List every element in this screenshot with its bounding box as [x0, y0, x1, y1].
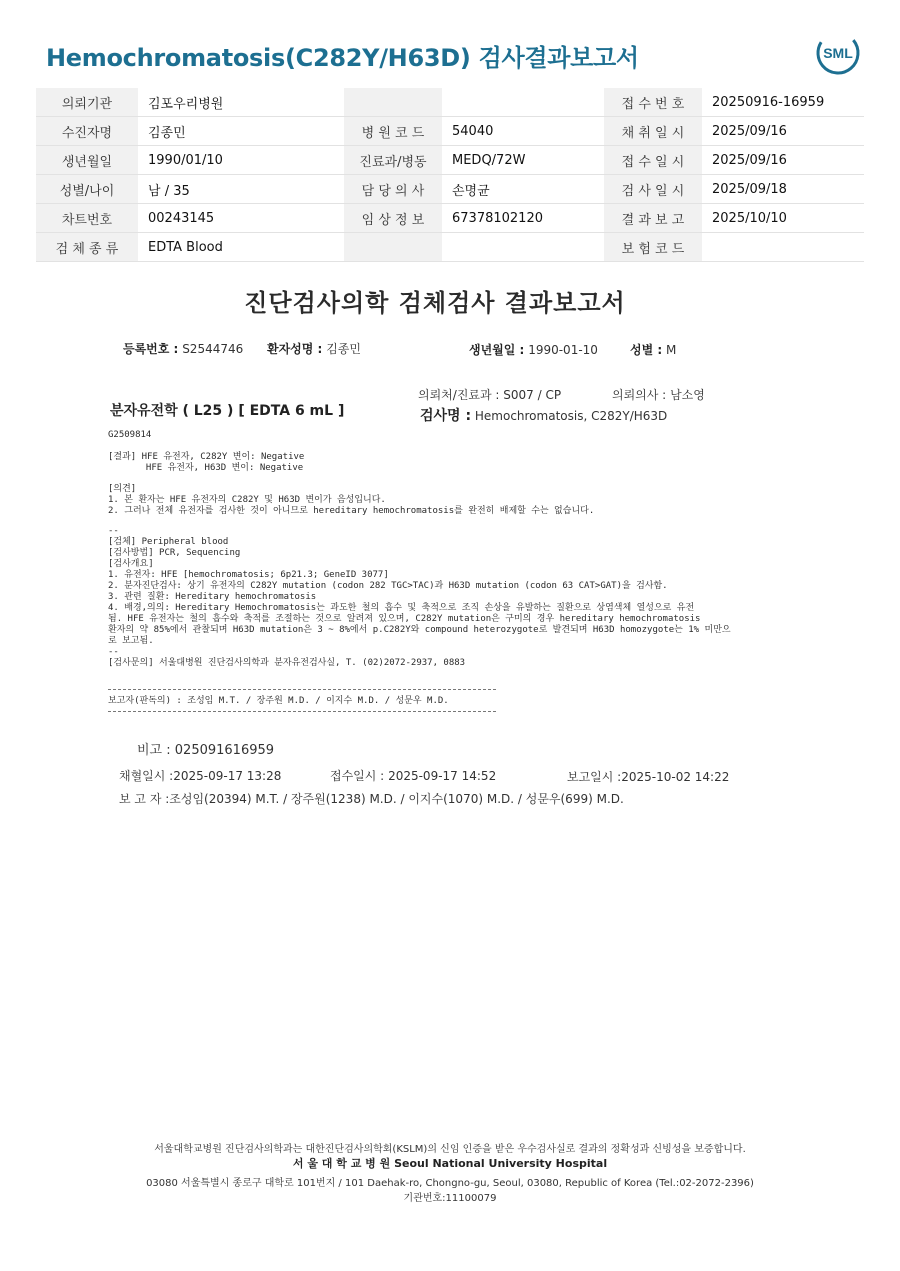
info-value: 67378102120: [442, 204, 604, 233]
sex-value: M: [666, 343, 677, 357]
info-row: [36, 175, 864, 204]
sex-label: 성별 :: [630, 343, 663, 357]
info-label: [344, 88, 442, 117]
info-row: [36, 233, 864, 262]
detail-line: 환자의 약 85%에서 관찰되며 H63D mutation은 3 ~ 8%에서 p.C282Y와 compound heterozygote로 발견되며 H63D homozygote는 1% 미만으: [108, 625, 731, 635]
detail-line: 로 보고됨.: [108, 636, 154, 646]
divider-top: [108, 689, 496, 690]
info-value: 00243145: [138, 204, 344, 233]
info-label: 생년월일: [36, 146, 138, 175]
reported-value: 2025-10-02 14:22: [621, 770, 730, 784]
dob-value: 1990-01-10: [528, 343, 598, 357]
detail-line: 됨. HFE 유전자는 철의 흡수와 축적를 조절하는 것으로 알려져 있으며, C282Y mutation은 구미의 경우 hereditary hemochromatosis: [108, 614, 701, 624]
referral: [418, 386, 561, 403]
detail-block: [108, 526, 788, 669]
detail-line: --: [108, 647, 119, 657]
info-value: [442, 88, 604, 117]
received-time: [330, 767, 496, 784]
opinion-line: 1. 본 환자는 HFE 유전자의 C282Y 및 H63D 변이가 음성입니다.: [108, 495, 386, 505]
info-label: [344, 233, 442, 262]
detail-line: 4. 배경,의의: Hereditary Hemochromatosis는 과도한 철의 흡수 및 축적으로 조직 손상을 유발하는 질환으로 상염색체 열성으로 유전: [108, 603, 695, 613]
info-value: 54040: [442, 117, 604, 146]
dob-label: 생년월일 :: [469, 343, 525, 357]
specimen-id: G2509814: [108, 430, 152, 440]
result-block: [108, 452, 788, 474]
test-name: [420, 405, 667, 425]
received-label: 접수일시 :: [330, 769, 385, 783]
info-label: 접 수 번 호: [604, 88, 702, 117]
info-value: 남 / 35: [138, 175, 344, 204]
info-value: EDTA Blood: [138, 233, 344, 262]
info-value: MEDQ/72W: [442, 146, 604, 175]
info-label: 진료과/병동: [344, 146, 442, 175]
test-label: 검사명 :: [420, 408, 472, 424]
reported-time: [567, 768, 729, 785]
info-row: [36, 146, 864, 175]
registration-number: [123, 340, 243, 357]
info-value: 김종민: [138, 117, 344, 146]
collected-time: [119, 767, 281, 784]
sex: [630, 341, 676, 358]
info-label: 채 취 일 시: [604, 117, 702, 146]
collected-label: 채혈일시 :: [119, 769, 174, 783]
info-label: 보 험 코 드: [604, 233, 702, 262]
certification-note: 서울대학교병원 진단검사의학과는 대한진단검사의학회(KSLM)의 신임 인증을 받은 우수검사실로 결과의 정확성과 신빙성을 보증합니다.: [154, 1144, 746, 1155]
info-value: [702, 233, 864, 262]
info-label: 성별/나이: [36, 175, 138, 204]
logo-text: SML: [823, 45, 853, 61]
detail-line: [검사개요]: [108, 559, 154, 569]
patient-label: 환자성명 :: [267, 342, 323, 356]
organization-number: 기관번호:11100079: [403, 1193, 497, 1204]
patient-name: [267, 340, 361, 357]
opinion-block: [108, 484, 788, 517]
reported-label: 보고일시 :: [567, 770, 622, 784]
info-value: 1990/01/10: [138, 146, 344, 175]
info-value: 2025/09/16: [702, 146, 864, 175]
info-value: 2025/09/18: [702, 175, 864, 204]
info-value: 김포우리병원: [138, 88, 344, 117]
info-label: 접 수 일 시: [604, 146, 702, 175]
registration-value: S2544746: [182, 342, 244, 356]
ref-doctor-label: 의뢰의사 :: [612, 388, 667, 402]
referral-value: S007 / CP: [503, 388, 562, 402]
info-value: 손명균: [442, 175, 604, 204]
info-value: 2025/09/16: [702, 117, 864, 146]
hospital-name: [0, 1155, 900, 1171]
referral-label: 의뢰처/진료과 :: [418, 388, 500, 402]
detail-line: 3. 관련 질환: Hereditary hemochromatosis: [108, 592, 317, 602]
info-label: 수진자명: [36, 117, 138, 146]
detail-line: --: [108, 526, 119, 536]
lab-report-title: 진단검사의학 검체검사 결과보고서: [244, 289, 626, 317]
patient-info-table: [36, 88, 864, 262]
info-value: [442, 233, 604, 262]
detail-line: 2. 분자진단검사: 상기 유전자의 C282Y mutation (codon 282 TGC>TAC)과 H63D mutation (codon 63 CAT>GAT)을 검사함.: [108, 581, 668, 591]
hospital-address: 03080 서울특별시 종로구 대학로 101번지 / 101 Daehak-ro, Chongno-gu, Seoul, 03080, Republic of Korea (Tel.:02-2072-2396): [146, 1178, 754, 1189]
remark-label: 비고 :: [137, 743, 171, 758]
hospital-name-text: 서 울 대 학 교 병 원 Seoul National University Hospital: [292, 1157, 608, 1170]
info-label: 결 과 보 고: [604, 204, 702, 233]
registration-label: 등록번호 :: [123, 342, 179, 356]
info-label: 임 상 정 보: [344, 204, 442, 233]
result-line: HFE 유전자, H63D 변이: Negative: [108, 463, 304, 473]
received-value: 2025-09-17 14:52: [388, 769, 497, 783]
opinion-line: 2. 그러나 전체 유전자를 검사한 것이 아니므로 hereditary hemochromatosis를 완전히 배제할 수는 없습니다.: [108, 506, 595, 516]
collected-value: 2025-09-17 13:28: [173, 769, 282, 783]
detail-line: [검사문의] 서울대병원 진단검사의학과 분자유전검사실, T. (02)2072-2937, 0883: [108, 658, 466, 668]
info-row: [36, 204, 864, 233]
info-label: 차트번호: [36, 204, 138, 233]
referring-doctor: [612, 386, 705, 403]
test-value: Hemochromatosis, C282Y/H63D: [474, 409, 668, 423]
birth-date: [469, 341, 598, 358]
info-label: 검 사 일 시: [604, 175, 702, 204]
divider-bottom: [108, 711, 496, 712]
patient-value: 김종민: [326, 342, 361, 356]
info-label: 담 당 의 사: [344, 175, 442, 204]
section-title: 분자유전학 ( L25 ) [ EDTA 6 mL ]: [110, 403, 345, 419]
report-title: Hemochromatosis(C282Y/H63D) 검사결과보고서: [46, 44, 639, 72]
reporter-line: 보고자(판독의) : 조성임 M.T. / 장주원 M.D. / 이지수 M.D. / 성문우 M.D.: [108, 696, 449, 706]
info-value: 20250916-16959: [702, 88, 864, 117]
detail-line: [검체] Peripheral blood: [108, 537, 229, 547]
info-label: 의뢰기관: [36, 88, 138, 117]
opinion-line: [의견]: [108, 484, 137, 494]
info-label: 병 원 코 드: [344, 117, 442, 146]
detail-line: 1. 유전자: HFE [hemochromatosis; 6p21.3; GeneID 3077]: [108, 570, 389, 580]
reporters-value: 조성임(20394) M.T. / 장주원(1238) M.D. / 이지수(1070) M.D. / 성문우(699) M.D.: [169, 792, 624, 806]
reporters-label: 보 고 자 :: [119, 792, 170, 806]
detail-line: [검사방법] PCR, Sequencing: [108, 548, 241, 558]
reporters: [119, 790, 624, 807]
info-label: 검 체 종 류: [36, 233, 138, 262]
remark: [137, 739, 274, 758]
result-line: [결과] HFE 유전자, C282Y 변이: Negative: [108, 452, 305, 462]
info-row: [36, 88, 864, 117]
sml-logo: [815, 30, 861, 76]
ref-doctor-value: 남소영: [670, 388, 705, 402]
remark-value: 025091616959: [174, 743, 275, 758]
info-value: 2025/10/10: [702, 204, 864, 233]
info-row: [36, 117, 864, 146]
